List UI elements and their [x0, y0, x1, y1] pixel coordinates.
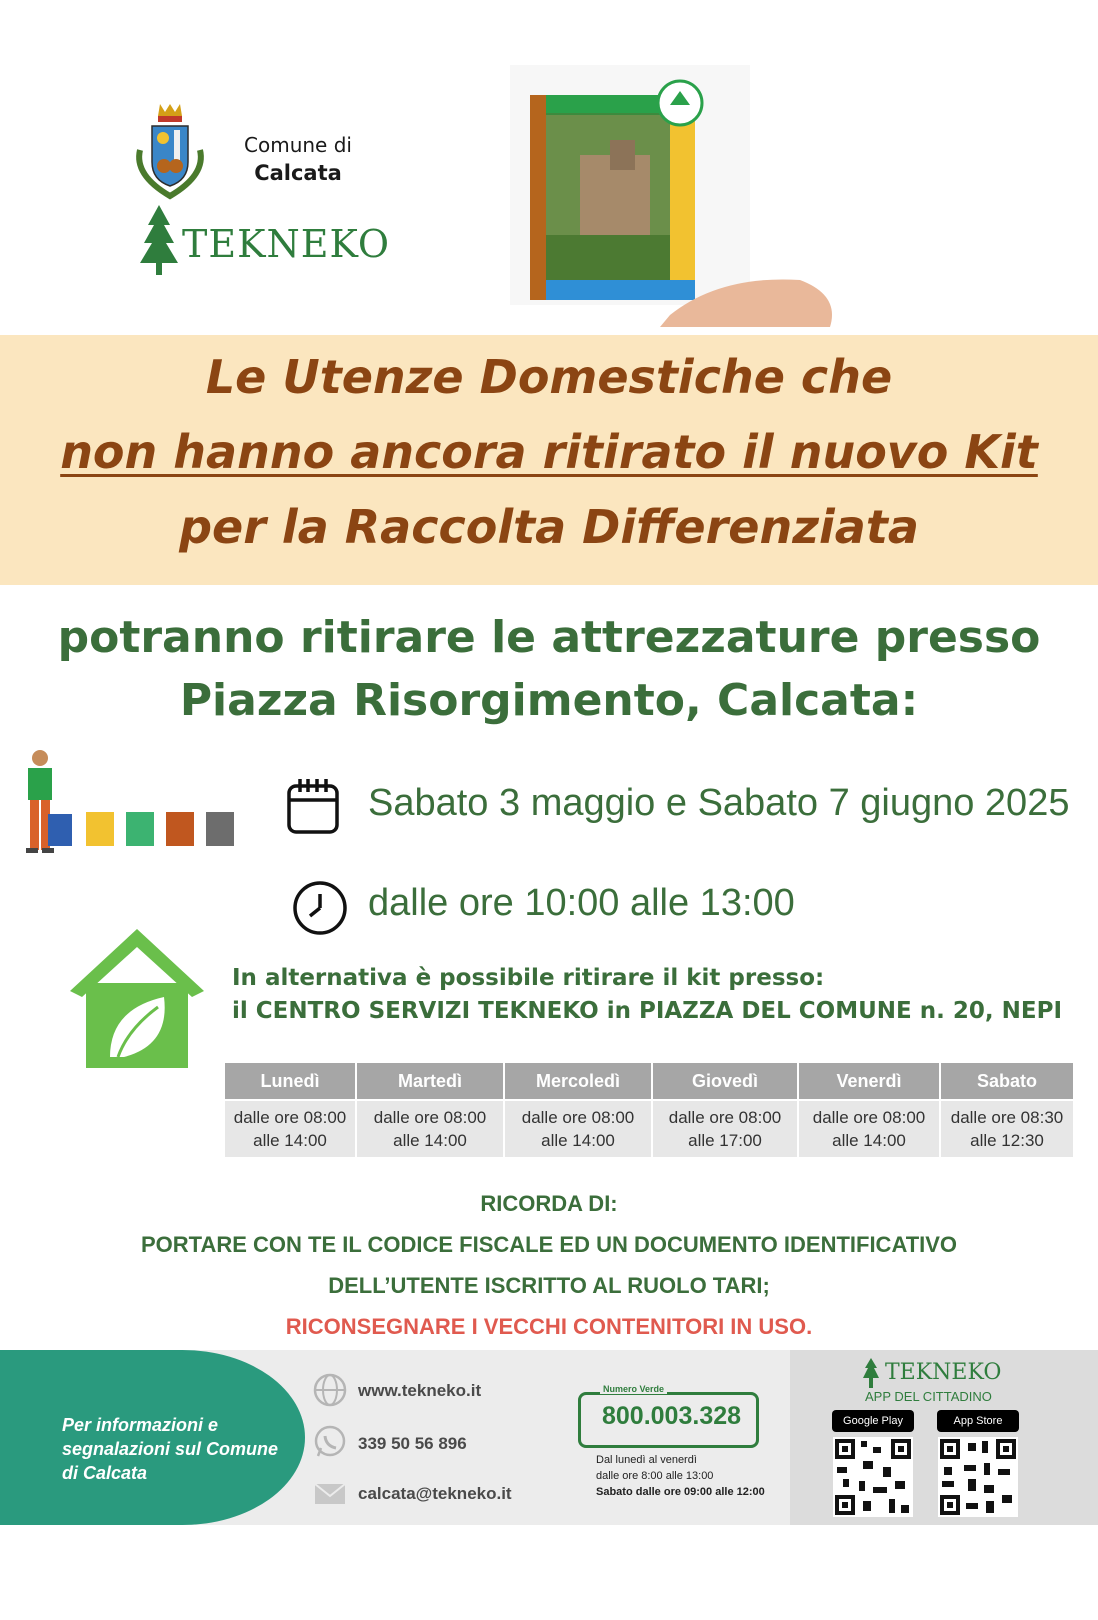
- banner-line-1: Le Utenze Domestiche che: [205, 350, 893, 404]
- app-subtitle: APP DEL CITTADINO: [865, 1389, 992, 1404]
- day-header: Martedì: [356, 1063, 504, 1100]
- hours-to: alle 14:00: [393, 1131, 467, 1150]
- qr-code-icon[interactable]: [938, 1437, 1018, 1517]
- pickup-heading-line-1: potranno ritirare le attrezzature presso: [57, 612, 1041, 663]
- call-hours-line-1: Dal lunedì al venerdì: [596, 1454, 697, 1466]
- hours-to: alle 17:00: [688, 1131, 762, 1150]
- numero-verde-number[interactable]: 800.003.328: [602, 1402, 742, 1430]
- hours-to: alle 14:00: [253, 1131, 327, 1150]
- reminder-line-2: DELL’UTENTE ISCRITTO AL RUOLO TARI;: [328, 1273, 770, 1298]
- brand-logo-text: TEKNEKO: [182, 222, 390, 266]
- comune-name: Calcata: [254, 161, 342, 185]
- hours-cell: [652, 1100, 798, 1157]
- numero-verde-label: Numero Verde: [600, 1384, 667, 1394]
- call-hours-line-3: Sabato dalle ore 09:00 alle 12:00: [596, 1486, 765, 1498]
- day-header: Giovedì: [652, 1063, 798, 1100]
- reminder-title: RICORDA DI:: [480, 1191, 618, 1216]
- house-leaf-icon: [66, 925, 208, 1070]
- globe-icon: [312, 1372, 348, 1408]
- hours-cell: [225, 1100, 356, 1157]
- pickup-heading-line-2: Piazza Risorgimento, Calcata:: [179, 675, 919, 726]
- recycling-photo-frame: [510, 65, 910, 335]
- hours-from: dalle ore 08:30: [950, 1108, 1064, 1127]
- mail-icon: [312, 1476, 348, 1512]
- hours-to: alle 14:00: [832, 1131, 906, 1150]
- email-link[interactable]: calcata@tekneko.it: [358, 1484, 512, 1503]
- hours-to: alle 12:30: [970, 1131, 1044, 1150]
- banner-line-2: non hanno ancora ritirato il nuovo Kit: [60, 425, 1038, 479]
- hours-from: dalle ore 08:00: [521, 1108, 635, 1127]
- tree-icon: [862, 1358, 880, 1388]
- hours-from: dalle ore 08:00: [812, 1108, 926, 1127]
- clock-icon: [292, 880, 348, 936]
- hours-from: dalle ore 08:00: [668, 1108, 782, 1127]
- footer-info-text: Per informazioni e segnalazioni sul Comune di Calcata: [62, 1415, 279, 1483]
- website-link[interactable]: www.tekneko.it: [358, 1381, 482, 1400]
- table-row: [225, 1100, 1073, 1157]
- call-center-hours: [596, 1452, 765, 1500]
- whatsapp-icon: [312, 1424, 348, 1460]
- comune-label: Comune di: [244, 133, 352, 157]
- hours-cell: [798, 1100, 940, 1157]
- hours-to: alle 14:00: [541, 1131, 615, 1150]
- day-header: Mercoledì: [504, 1063, 652, 1100]
- day-header: Venerdì: [798, 1063, 940, 1100]
- banner-line-3: per la Raccolta Differenziata: [179, 500, 919, 554]
- tree-icon: [140, 205, 178, 275]
- calendar-icon: [286, 776, 340, 836]
- hours-cell: [356, 1100, 504, 1157]
- opening-hours-table: [225, 1063, 1073, 1157]
- app-brand: TEKNEKO: [885, 1360, 1002, 1385]
- alternative-text: In alternativa è possibile ritirare il kit presso:: [232, 965, 825, 991]
- worker-with-bins-icon: [18, 748, 248, 888]
- call-hours-line-2: dalle ore 8:00 alle 13:00: [596, 1470, 714, 1482]
- alternative-location: il CENTRO SERVIZI TEKNEKO in PIAZZA DEL COMUNE n. 20, NEPI: [232, 998, 1063, 1024]
- day-header: Lunedì: [225, 1063, 356, 1100]
- reminder-line-1: PORTARE CON TE IL CODICE FISCALE ED UN DOCUMENTO IDENTIFICATIVO: [140, 1232, 958, 1257]
- google-play-button[interactable]: Google Play: [832, 1410, 914, 1432]
- pickup-dates: Sabato 3 maggio e Sabato 7 giugno 2025: [368, 782, 1070, 824]
- comune-crest-icon: [130, 100, 210, 200]
- hours-cell: [940, 1100, 1073, 1157]
- hours-from: dalle ore 08:00: [233, 1108, 347, 1127]
- day-header: Sabato: [940, 1063, 1073, 1100]
- pickup-hours: dalle ore 10:00 alle 13:00: [368, 882, 795, 924]
- reminder-line-3: RICONSEGNARE I VECCHI CONTENITORI IN USO.: [285, 1314, 813, 1339]
- app-store-button[interactable]: App Store: [937, 1410, 1019, 1432]
- table-header-row: [225, 1063, 1073, 1100]
- hours-cell: [504, 1100, 652, 1157]
- qr-code-icon[interactable]: [833, 1437, 913, 1517]
- hours-from: dalle ore 08:00: [373, 1108, 487, 1127]
- whatsapp-number[interactable]: 339 50 56 896: [358, 1434, 467, 1453]
